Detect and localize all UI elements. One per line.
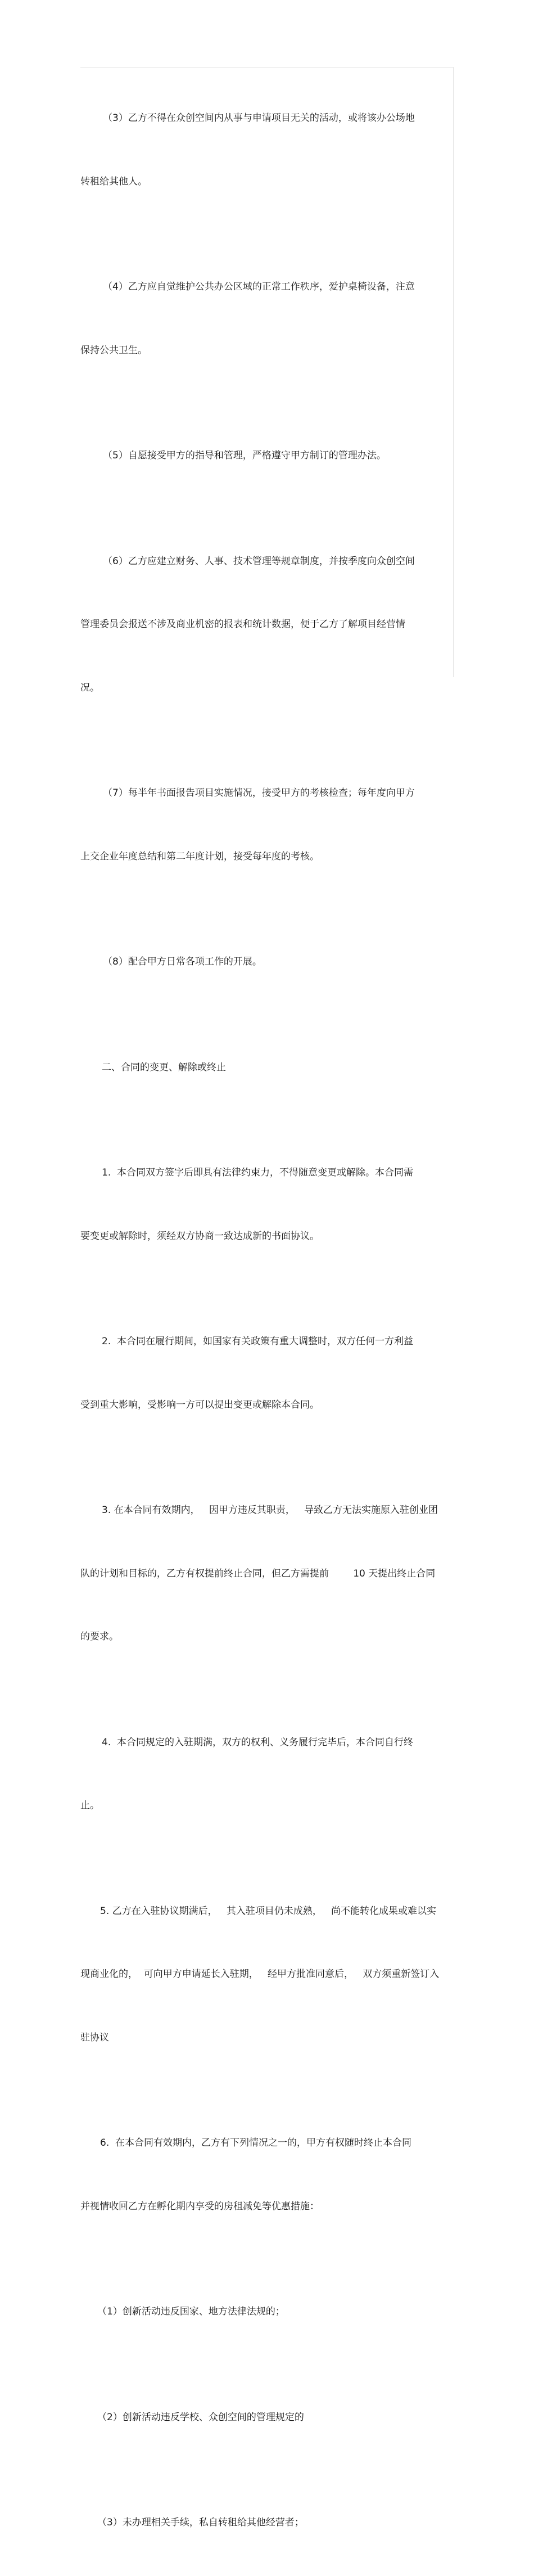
section-heading	[80, 1015, 451, 1121]
paragraph-sub-1	[80, 2259, 451, 2365]
paragraph-item-7	[80, 741, 451, 909]
paragraph-line: 现商业化的， 可向甲方申请延长入驻期， 经甲方批准同意后， 双方须重新签订入	[80, 1969, 440, 1980]
paragraph-line: 5. 乙方在入驻协议期满后， 其入驻项目仍未成熟， 尚不能转化成果或难以实	[100, 1905, 437, 1917]
paragraph-line: （5）自愿接受甲方的指导和管理，严格遵守甲方制订的管理办法。	[103, 450, 386, 461]
paragraph-line: 并视情收回乙方在孵化期内享受的房租减免等优惠措施：	[80, 2200, 319, 2212]
paragraph-line: 6. 在本合同有效期内，乙方有下列情况之一的，甲方有权随时终止本合同	[100, 2137, 412, 2149]
paragraph-clause-5	[80, 1859, 451, 2091]
paragraph-line: （3）乙方不得在众创空间内从事与申请项目无关的活动，或将该办公场地	[103, 112, 415, 124]
paragraph-item-3	[80, 66, 451, 235]
section-heading-text: 二、合同的变更、解除或终止	[102, 1061, 226, 1073]
paragraph-line: （3）未办理相关手续，私自转租给其他经营者；	[97, 2517, 304, 2528]
paragraph-item-4	[80, 235, 451, 403]
paragraph-line: 转租给其他人。	[80, 175, 147, 187]
paragraph-line: （2）创新活动违反学校、众创空间的管理规定的	[97, 2411, 304, 2423]
paragraph-clause-2	[80, 1289, 451, 1458]
paragraph-line: 2. 本合同在履行期间，如国家有关政策有重大调整时，双方任何一方利益	[102, 1336, 414, 1347]
paragraph-clause-1	[80, 1120, 451, 1289]
paragraph-line: 管理委员会报送不涉及商业机密的报表和统计数据，便于乙方了解项目经营情	[80, 619, 405, 630]
paragraph-line: 保持公共卫生。	[80, 344, 147, 356]
paragraph-line: 驻协议	[80, 2032, 109, 2043]
paragraph-line: 1. 本合同双方签字后即具有法律约束力，不得随意变更或解除。本合同需	[102, 1167, 414, 1178]
paragraph-line: 队的计划和目标的，乙方有权提前终止合同，但乙方需提前 10 天提出终止合同	[80, 1568, 436, 1579]
paragraph-line: 4. 本合同规定的入驻期满，双方的权利、义务履行完毕后，本合同自行终	[102, 1736, 414, 1748]
paragraph-line: （4）乙方应自觉维护公共办公区域的正常工作秩序，爱护桌椅设备，注意	[103, 281, 415, 292]
paragraph-line: （7）每半年书面报告项目实施情况，接受甲方的考核检查；每年度向甲方	[103, 787, 415, 799]
paragraph-item-6	[80, 509, 451, 741]
paragraph-clause-3	[80, 1458, 451, 1690]
document-body	[80, 66, 451, 2576]
paragraph-line: 上交企业年度总结和第二年度计划，接受每年度的考核。	[80, 850, 319, 862]
paragraph-line: 的要求。	[80, 1631, 119, 1642]
paragraph-line: （6）乙方应建立财务、人事、技术管理等规章制度，并按季度向众创空间	[103, 555, 415, 567]
paragraph-clause-4	[80, 1690, 451, 1859]
paragraph-line: 况。	[80, 682, 99, 693]
paragraph-clause-6	[80, 2091, 451, 2259]
paragraph-line: （8）配合甲方日常各项工作的开展。	[103, 956, 262, 967]
paragraph-item-8	[80, 909, 451, 1015]
paragraph-line: 要变更或解除时，须经双方协商一致达成新的书面协议。	[80, 1230, 319, 1242]
paragraph-line: （1）创新活动违反国家、地方法律法规的；	[97, 2306, 285, 2317]
paragraph-sub-3	[80, 2470, 451, 2576]
paragraph-line: 止。	[80, 1800, 99, 1811]
paragraph-item-5	[80, 403, 451, 509]
paragraph-line: 3. 在本合同有效期内， 因甲方违反其职责， 导致乙方无法实施原入驻创业团	[102, 1505, 438, 1516]
paragraph-line: 受到重大影响，受影响一方可以提出变更或解除本合同。	[80, 1399, 319, 1411]
paragraph-sub-2	[80, 2365, 451, 2471]
